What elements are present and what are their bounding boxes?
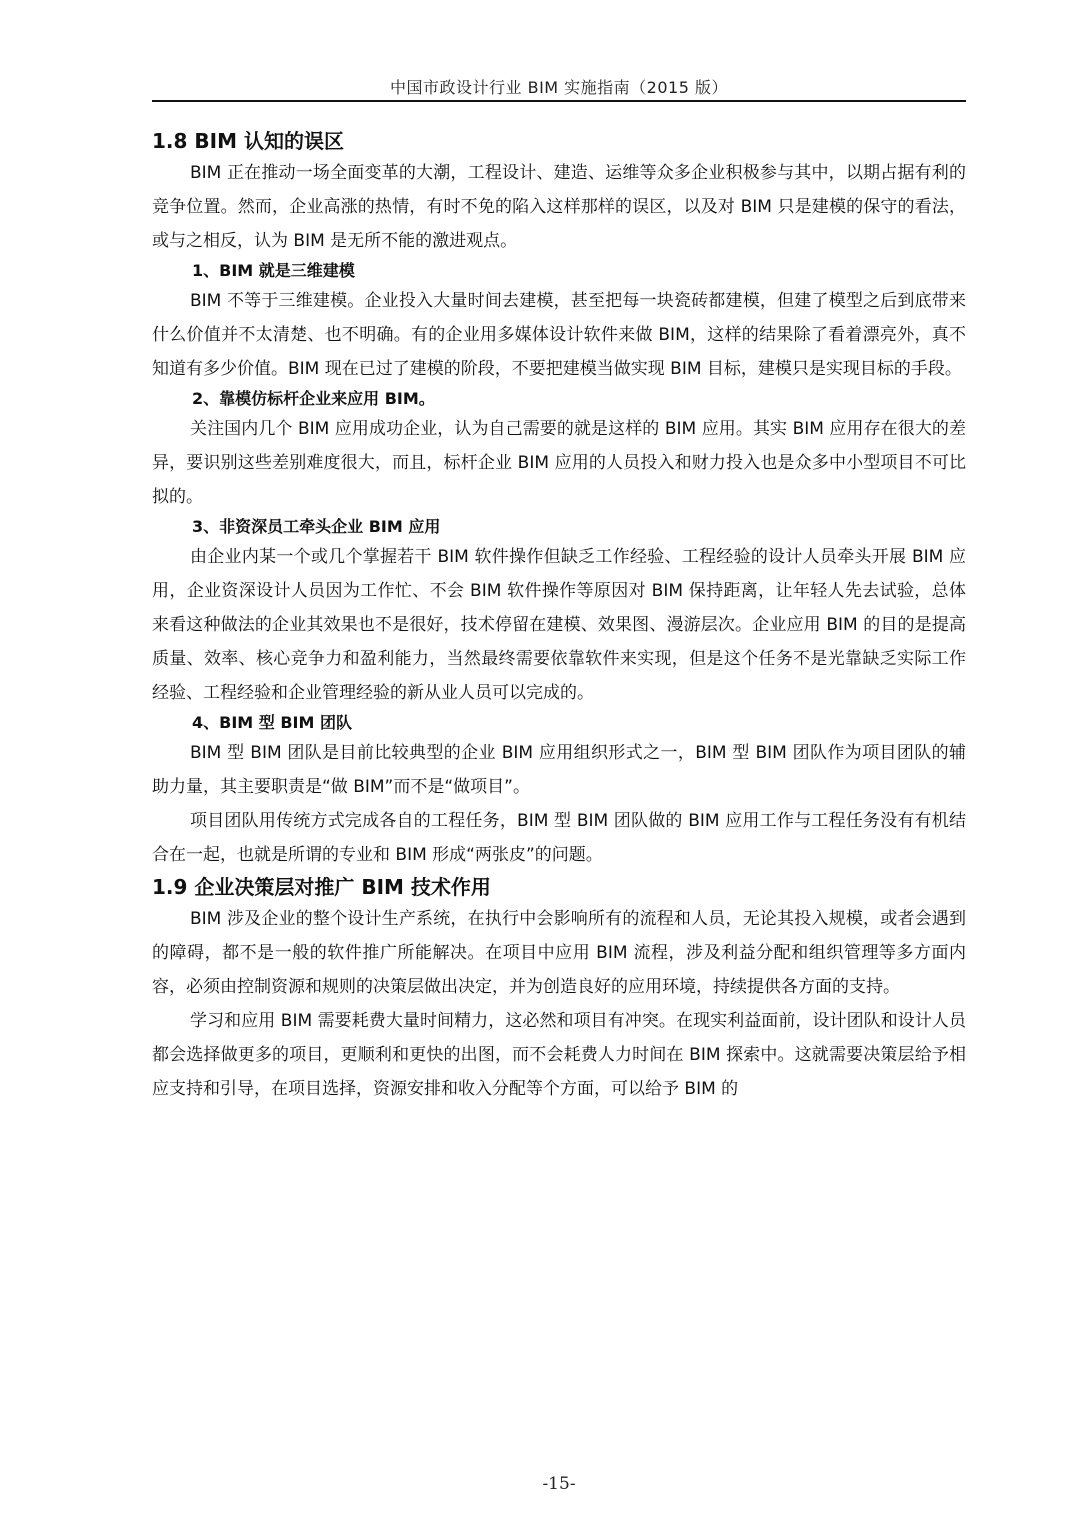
misconception-2-heading: 2、靠模仿标杆企业来应用 BIM。	[192, 389, 435, 408]
misconception-4-heading: 4、BIM 型 BIM 团队	[192, 713, 352, 732]
misconception-3-paragraph: 由企业内某一个或几个掌握若干 BIM 软件操作但缺乏工作经验、工程经验的设计人员牵头开展 BIM 应用，企业资深设计人员因为工作忙、不会 BIM 软件操作等原因对 BIM 保持距离，让年轻人先去试验，总体来看这种做法的企业其效果也不是很好，技术停留在建模、效果图、漫游层次。企业应用 BIM 的目的是提高质量、效率、核心竞争力和盈利能力，当然最终需要依靠软件来实现，但是这个任务不是光靠缺乏实际工作经验、工程经验和企业管理经验的新从业人员可以完成的。	[152, 547, 966, 703]
misconception-3-heading: 3、非资深员工牵头企业 BIM 应用	[192, 517, 441, 536]
section-1-9-paragraph-2: 学习和应用 BIM 需要耗费大量时间精力，这必然和项目有冲突。在现实利益面前，设计团队和设计人员都会选择做更多的项目，更顺利和更快的出图，而不会耗费人力时间在 BIM 探索中。这就需要决策层给予相应支持和引导，在项目选择，资源安排和收入分配等个方面，可以给予 BIM 的	[152, 1011, 966, 1099]
running-header: 中国市政设计行业 BIM 实施指南（2015 版）	[390, 78, 728, 97]
page-body	[152, 126, 966, 1106]
header-rule	[152, 100, 966, 102]
misconception-4-paragraph-2: 项目团队用传统方式完成各自的工程任务，BIM 型 BIM 团队做的 BIM 应用工作与工程任务没有有机结合在一起，也就是所谓的专业和 BIM 形成“两张皮”的问题。	[152, 811, 966, 865]
misconception-1-paragraph: BIM 不等于三维建模。企业投入大量时间去建模，甚至把每一块瓷砖都建模，但建了模型之后到底带来什么价值并不太清楚、也不明确。有的企业用多媒体设计软件来做 BIM，这样的结果除了看着漂亮外，真不知道有多少价值。BIM 现在已过了建模的阶段，不要把建模当做实现 BIM 目标，建模只是实现目标的手段。	[152, 291, 966, 379]
section-1-9-paragraph-1: BIM 涉及企业的整个设计生产系统，在执行中会影响所有的流程和人员，无论其投入规模，或者会遇到的障碍，都不是一般的软件推广所能解决。在项目中应用 BIM 流程，涉及利益分配和组织管理等多方面内容，必须由控制资源和规则的决策层做出决定，并为创造良好的应用环境，持续提供各方面的支持。	[152, 909, 966, 997]
section-1-8-intro: BIM 正在推动一场全面变革的大潮，工程设计、建造、运维等众多企业积极参与其中，以期占据有利的竞争位置。然而，企业高涨的热情，有时不免的陷入这样那样的误区，以及对 BIM 只是建模的保守的看法，或与之相反，认为 BIM 是无所不能的激进观点。	[152, 163, 966, 251]
section-title-1-9: 1.9 企业决策层对推广 BIM 技术作用	[152, 875, 491, 899]
misconception-4-paragraph-1: BIM 型 BIM 团队是目前比较典型的企业 BIM 应用组织形式之一，BIM 型 BIM 团队作为项目团队的辅助力量，其主要职责是“做 BIM”而不是“做项目”。	[152, 743, 966, 797]
misconception-2-paragraph: 关注国内几个 BIM 应用成功企业，认为自己需要的就是这样的 BIM 应用。其实 BIM 应用存在很大的差异，要识别这些差别难度很大，而且，标杆企业 BIM 应用的人员投入和财力投入也是众多中小型项目不可比拟的。	[152, 419, 966, 507]
misconception-1-heading: 1、BIM 就是三维建模	[192, 261, 355, 280]
page-number: -15-	[542, 1474, 576, 1494]
section-title-1-8: 1.8 BIM 认知的误区	[152, 129, 344, 153]
